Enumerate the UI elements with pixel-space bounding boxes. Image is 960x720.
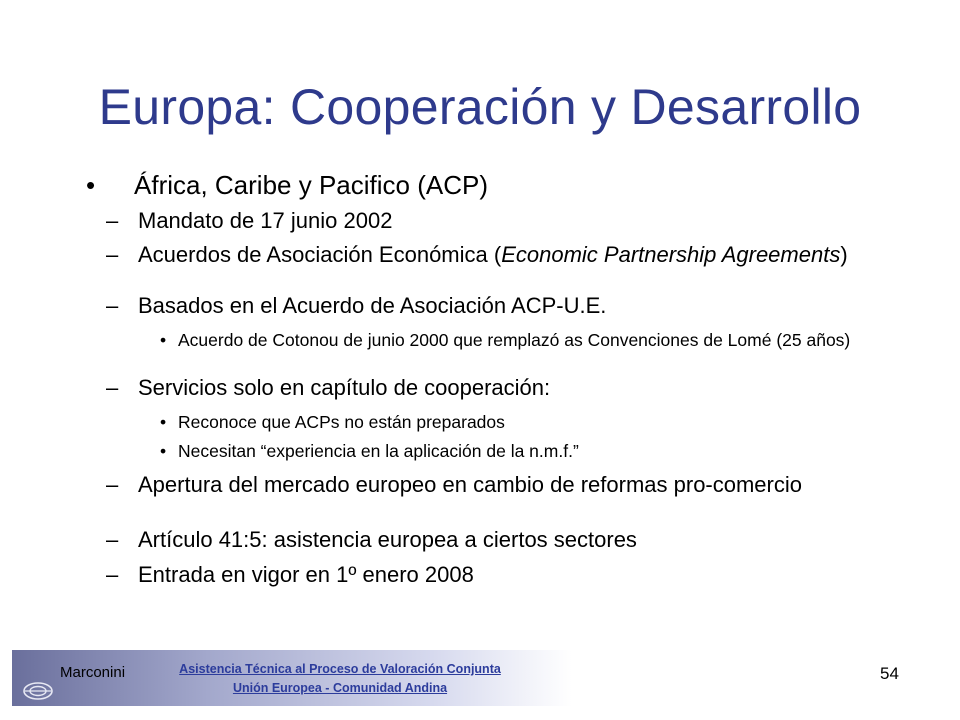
dash-marker: –	[106, 293, 119, 318]
slide-title: Europa: Cooperación y Desarrollo	[98, 79, 862, 135]
bullet-level3	[160, 441, 900, 461]
bullet-text: Acuerdos de Asociación Económica (Economic Partnership Agreements)	[138, 242, 848, 267]
dash-marker: –	[106, 242, 119, 267]
logo-icon	[22, 680, 54, 702]
dash-marker: –	[106, 472, 119, 497]
bullet-text: Acuerdo de Cotonou de junio 2000 que remplazó as Convenciones de Lomé (25 años)	[178, 330, 851, 350]
italic-text: Economic Partnership Agreements	[501, 242, 841, 267]
dash-marker: –	[106, 375, 119, 400]
bullet-level2	[106, 294, 866, 318]
bullet-level3	[160, 330, 900, 350]
bullet-marker: •	[160, 330, 167, 350]
bullet-level3	[160, 412, 900, 432]
bullet-marker: •	[86, 170, 96, 200]
footer-link-assistance[interactable]: Asistencia Técnica al Proceso de Valoración Conjunta	[179, 662, 501, 676]
bullet-level2	[106, 209, 866, 233]
bullet-marker: •	[160, 412, 167, 432]
bullet-text: África, Caribe y Pacifico (ACP)	[134, 170, 488, 200]
bullet-level2	[106, 528, 866, 552]
bullet-text: Artículo 41:5: asistencia europea a ciertos sectores	[138, 527, 637, 552]
bullet-text: Mandato de 17 junio 2002	[138, 208, 393, 233]
bullet-text: Servicios solo en capítulo de cooperación:	[138, 375, 551, 400]
bullet-text: Reconoce que ACPs no están preparados	[178, 412, 505, 432]
bullet-level2	[106, 563, 866, 587]
footer-author: Marconini	[60, 664, 126, 681]
page-number: 54	[880, 664, 899, 683]
footer-link-union[interactable]: Unión Europea - Comunidad Andina	[232, 681, 448, 695]
bullet-level2	[106, 473, 866, 497]
bullet-level2	[106, 376, 866, 400]
dash-marker: –	[106, 208, 119, 233]
bullet-level1	[86, 170, 488, 201]
bullet-text: Apertura del mercado europeo en cambio de reformas pro-comercio	[138, 472, 802, 497]
bullet-level2	[106, 243, 866, 267]
dash-marker: –	[106, 562, 119, 587]
bullet-text: Entrada en vigor en 1º enero 2008	[138, 562, 474, 587]
bullet-text: Necesitan “experiencia en la aplicación de la n.m.f.”	[178, 441, 579, 461]
bullet-text: Basados en el Acuerdo de Asociación ACP-U.E.	[138, 293, 607, 318]
dash-marker: –	[106, 527, 119, 552]
bullet-marker: •	[160, 441, 167, 461]
footer-links	[130, 660, 550, 698]
